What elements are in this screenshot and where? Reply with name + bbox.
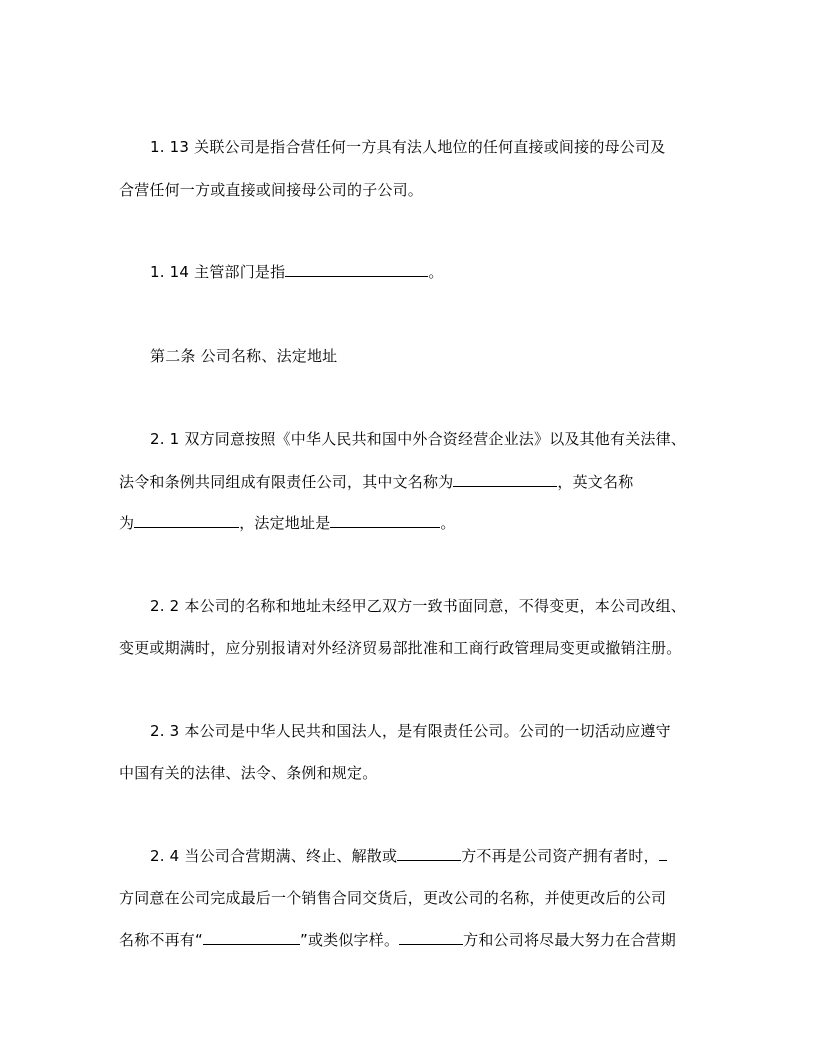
- fill-in-blank: [330, 513, 440, 528]
- clause-2-1-line-3a: 为: [119, 514, 135, 532]
- clause-2-4-line-3a: 名称不再有“: [119, 931, 203, 949]
- clause-2-4-line-1b: 方不再是公司资产拥有者时，: [461, 847, 659, 865]
- fill-in-blank: [399, 930, 463, 945]
- clause-2-1-line-3: [119, 513, 456, 533]
- clause-1-13-line-2: 合营任何一方或直接或间接母公司的子公司。: [119, 181, 424, 199]
- fill-in-blank: [285, 262, 428, 277]
- clause-1-14: [150, 262, 444, 282]
- clause-2-1-line-2a: 法令和条例共同组成有限责任公司，其中文名称为: [119, 473, 454, 491]
- clause-2-4-line-3b: ”或类似字样。: [299, 931, 400, 949]
- clause-2-4-line-1a: 2. 4 当公司合营期满、终止、解散或: [150, 847, 398, 865]
- clause-2-1-line-2: [119, 472, 633, 492]
- fill-in-blank: [659, 846, 667, 861]
- clause-2-4-line-2: 方同意在公司完成最后一个销售合同交货后，更改公司的名称，并使更改后的公司: [119, 889, 667, 907]
- clause-2-1-line-3b: ，法定地址是: [239, 514, 331, 532]
- clause-2-1-line-3c: 。: [440, 514, 456, 532]
- clause-2-4-line-3c: 方和公司将尽最大努力在合营期: [463, 931, 676, 949]
- article-2-heading: 第二条 公司名称、法定地址: [150, 347, 338, 365]
- fill-in-blank: [397, 846, 461, 861]
- clause-2-1-line-1: 2. 1 双方同意按照《中华人民共和国中外合资经营企业法》以及其他有关法律、: [150, 430, 686, 448]
- clause-2-4-line-3: [119, 930, 676, 950]
- clause-2-4-line-1: [150, 846, 667, 866]
- clause-2-2-line-1: 2. 2 本公司的名称和地址未经甲乙双方一致书面同意，不得变更，本公司改组、: [150, 597, 686, 615]
- clause-2-1-line-2b: ，英文名称: [557, 473, 634, 491]
- fill-in-blank: [134, 513, 239, 528]
- clause-2-2-line-2: 变更或期满时，应分别报请对外经济贸易部批准和工商行政管理局变更或撤销注册。: [119, 639, 682, 657]
- fill-in-blank: [203, 930, 300, 945]
- clause-1-13-line-1: 1. 13 关联公司是指合营任何一方具有法人地位的任何直接或间接的母公司及: [150, 138, 666, 156]
- clause-1-14-text: 1. 14 主管部门是指: [150, 263, 286, 281]
- clause-2-3-line-2: 中国有关的法律、法令、条例和规定。: [119, 764, 378, 782]
- fill-in-blank: [453, 472, 557, 487]
- clause-1-14-end: 。: [428, 263, 444, 281]
- clause-2-3-line-1: 2. 3 本公司是中华人民共和国法人，是有限责任公司。公司的一切活动应遵守: [150, 722, 671, 740]
